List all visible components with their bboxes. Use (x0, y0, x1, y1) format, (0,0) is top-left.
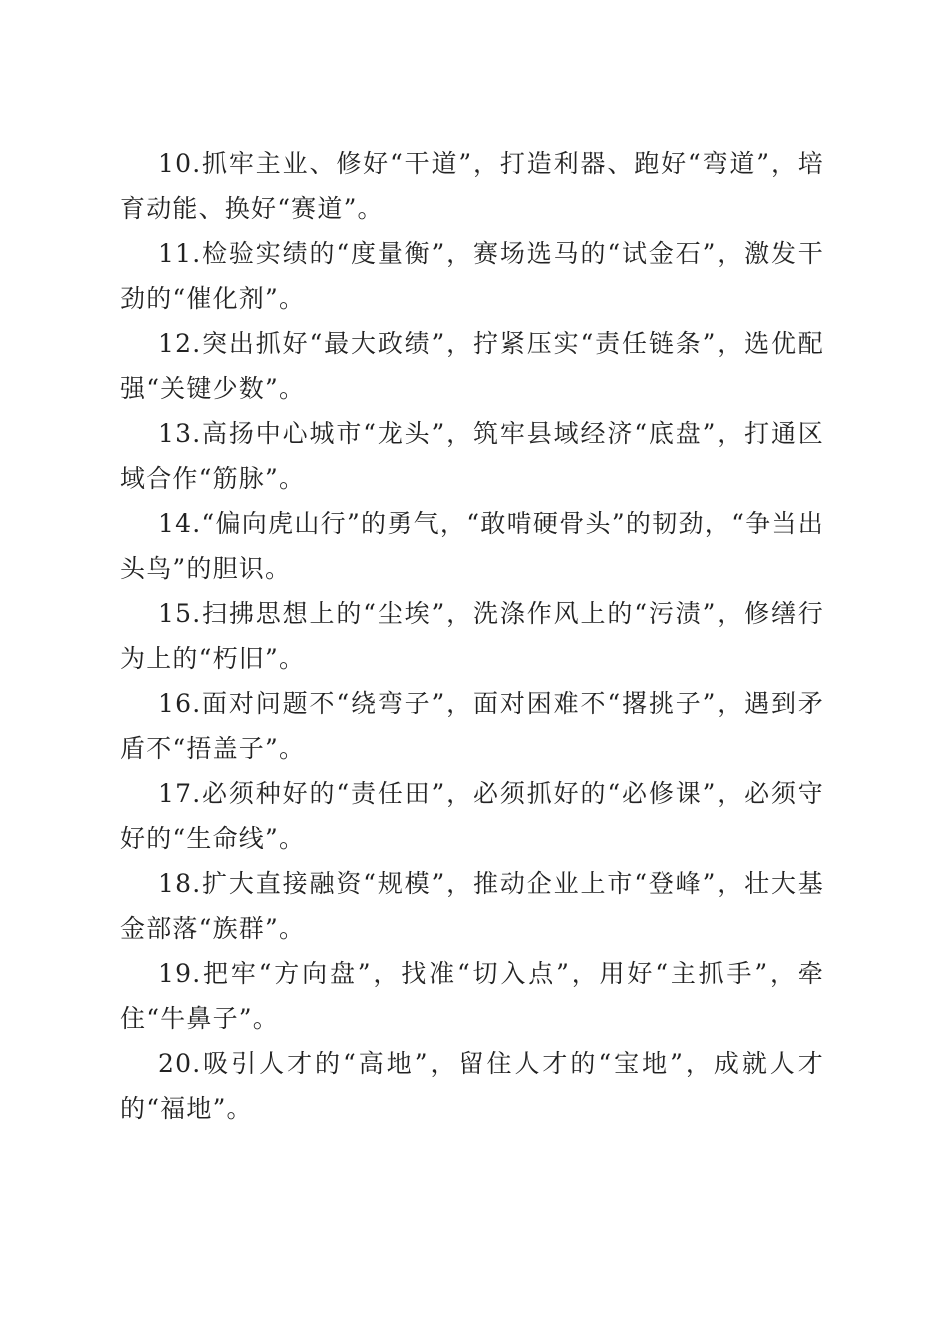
list-item-20: 20.吸引人才的“高地”，留住人才的“宝地”，成就人才的“福地”。 (120, 1049, 824, 1123)
list-item-19: 19.把牢“方向盘”，找准“切入点”，用好“主抓手”，牵住“牛鼻子”。 (120, 959, 824, 1033)
list-item-14: 14.“偏向虎山行”的勇气，“敢啃硬骨头”的韧劲，“争当出头鸟”的胆识。 (120, 509, 824, 583)
list-item-12: 12.突出抓好“最大政绩”，拧紧压实“责任链条”，选优配强“关键少数”。 (120, 329, 824, 403)
list-item-10: 10.抓牢主业、修好“干道”，打造利器、跑好“弯道”，培育动能、换好“赛道”。 (120, 149, 824, 223)
document-body (120, 141, 824, 1131)
list-item-16: 16.面对问题不“绕弯子”，面对困难不“撂挑子”，遇到矛盾不“捂盖子”。 (120, 689, 824, 763)
list-item-13: 13.高扬中心城市“龙头”，筑牢县域经济“底盘”，打通区域合作“筋脉”。 (120, 419, 824, 493)
list-item-15: 15.扫拂思想上的“尘埃”，洗涤作风上的“污渍”，修缮行为上的“朽旧”。 (120, 599, 824, 673)
list-item-17: 17.必须种好的“责任田”，必须抓好的“必修课”，必须守好的“生命线”。 (120, 779, 824, 853)
list-item-11: 11.检验实绩的“度量衡”，赛场选马的“试金石”，激发干劲的“催化剂”。 (120, 239, 824, 313)
list-item-18: 18.扩大直接融资“规模”，推动企业上市“登峰”，壮大基金部落“族群”。 (120, 869, 824, 943)
